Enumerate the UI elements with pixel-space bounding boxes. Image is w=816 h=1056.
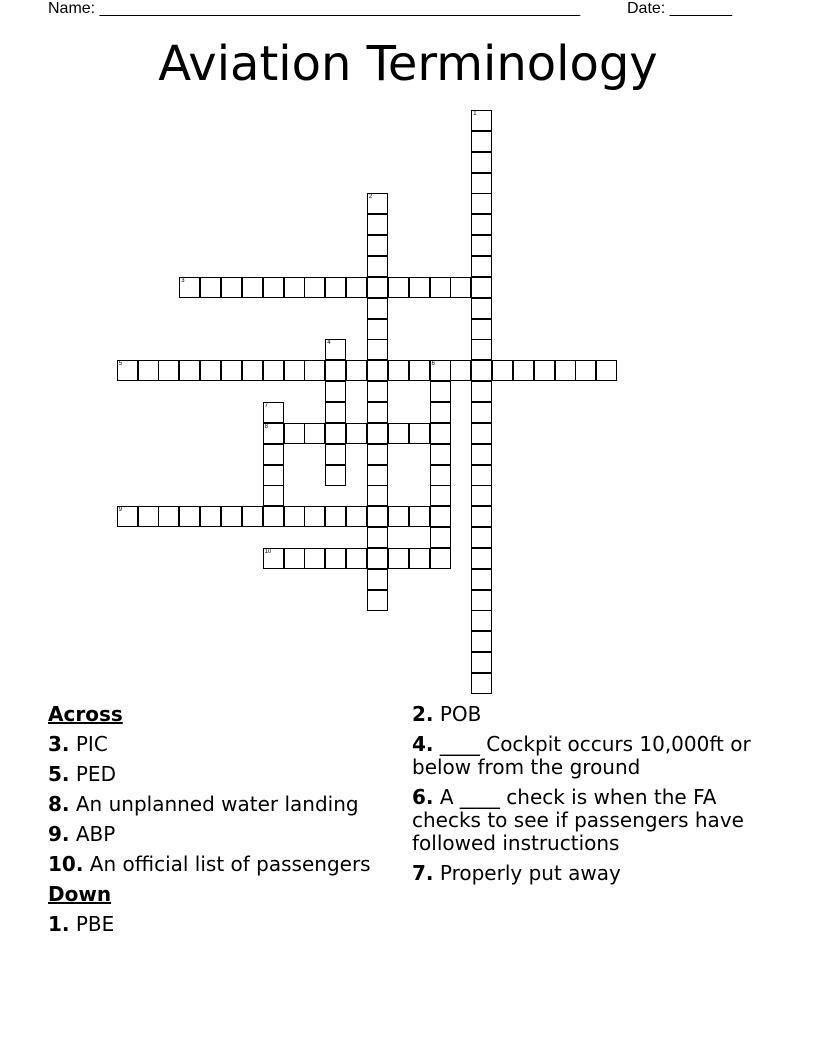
clue-text: ____ Cockpit occurs 10,000ft or below from the ground: [412, 732, 751, 779]
grid-cell[interactable]: [471, 193, 492, 214]
grid-cell[interactable]: [284, 506, 305, 527]
grid-cell[interactable]: [346, 277, 367, 298]
clue-text: POB: [439, 702, 482, 726]
grid-cell[interactable]: [471, 235, 492, 256]
grid-cell[interactable]: [325, 548, 346, 569]
grid-cell[interactable]: [263, 277, 284, 298]
clues-left-column: [48, 703, 403, 943]
grid-cell[interactable]: [430, 381, 451, 402]
grid-cell[interactable]: [409, 277, 430, 298]
grid-cell[interactable]: [471, 548, 492, 569]
cell-number: 3: [181, 277, 185, 284]
grid-cell[interactable]: [596, 360, 617, 381]
grid-cell[interactable]: [367, 235, 388, 256]
grid-cell[interactable]: [430, 423, 451, 444]
grid-cell[interactable]: [471, 652, 492, 673]
grid-cell[interactable]: [471, 673, 492, 694]
grid-cell[interactable]: [367, 339, 388, 360]
cell-number: 2: [368, 194, 373, 201]
grid-cell[interactable]: [221, 506, 242, 527]
cell-number: 7: [264, 402, 268, 409]
grid-cell[interactable]: [430, 402, 451, 423]
grid-cell[interactable]: [471, 590, 492, 611]
down-heading: Down: [48, 882, 112, 906]
grid-cell[interactable]: [346, 548, 367, 569]
grid-cell[interactable]: [471, 256, 492, 277]
grid-cell[interactable]: [471, 339, 492, 360]
grid-cell[interactable]: [471, 173, 492, 194]
grid-cell[interactable]: [513, 360, 534, 381]
grid-cell[interactable]: [430, 360, 451, 381]
grid-cell[interactable]: [471, 423, 492, 444]
grid-cell[interactable]: [471, 214, 492, 235]
grid-cell[interactable]: [221, 277, 242, 298]
grid-cell[interactable]: [388, 423, 409, 444]
grid-cell[interactable]: [471, 360, 492, 381]
clue-number: 10.: [48, 852, 84, 876]
grid-cell[interactable]: [367, 527, 388, 548]
grid-cell[interactable]: [367, 298, 388, 319]
grid-cell[interactable]: [367, 444, 388, 465]
clue-number: 4.: [412, 732, 434, 756]
grid-cell[interactable]: [346, 360, 367, 381]
date-label: Date:: [627, 0, 670, 17]
grid-cell[interactable]: [450, 360, 471, 381]
clue-text: Properly put away: [439, 861, 621, 885]
cell-number: 6: [431, 361, 435, 368]
cell-number: 9: [118, 507, 123, 514]
grid-cell[interactable]: [200, 277, 221, 298]
grid-cell[interactable]: [367, 360, 388, 381]
grid-cell[interactable]: [430, 277, 451, 298]
grid-cell[interactable]: [409, 506, 430, 527]
clue-down-6: [412, 786, 772, 855]
grid-cell[interactable]: [284, 548, 305, 569]
grid-cell[interactable]: [263, 548, 284, 569]
clue-number: 9.: [48, 822, 70, 846]
grid-cell[interactable]: [471, 465, 492, 486]
clues-right-column: [412, 703, 772, 892]
across-heading: Across: [48, 702, 123, 726]
grid-cell[interactable]: [409, 423, 430, 444]
grid-cell[interactable]: [263, 360, 284, 381]
grid-cell[interactable]: [325, 423, 346, 444]
grid-cell[interactable]: [304, 506, 325, 527]
grid-cell[interactable]: [450, 277, 471, 298]
grid-cell[interactable]: [179, 506, 200, 527]
grid-cell[interactable]: [471, 569, 492, 590]
page-title: Aviation Terminology: [158, 36, 658, 92]
grid-cell[interactable]: [471, 277, 492, 298]
grid-cell[interactable]: [430, 506, 451, 527]
grid-cell[interactable]: [367, 402, 388, 423]
grid-cell[interactable]: [242, 506, 263, 527]
grid-cell[interactable]: [388, 506, 409, 527]
grid-cell[interactable]: [471, 298, 492, 319]
clue-across-10: [48, 853, 403, 876]
clue-text: PED: [75, 762, 116, 786]
clue-down-2: [412, 703, 772, 726]
grid-cell[interactable]: [242, 360, 263, 381]
grid-cell[interactable]: [471, 506, 492, 527]
grid-cell[interactable]: [200, 360, 221, 381]
grid-cell[interactable]: [346, 423, 367, 444]
grid-cell[interactable]: [367, 277, 388, 298]
clue-down-1: [48, 913, 403, 936]
clue-text: An unplanned water landing: [75, 792, 359, 816]
grid-cell[interactable]: [325, 339, 346, 360]
grid-cell[interactable]: [263, 423, 284, 444]
grid-cell[interactable]: [284, 277, 305, 298]
grid-cell[interactable]: [325, 381, 346, 402]
grid-cell[interactable]: [367, 319, 388, 340]
grid-cell[interactable]: [325, 465, 346, 486]
clue-down-7: [412, 862, 772, 885]
grid-cell[interactable]: [179, 277, 200, 298]
cell-number: 8: [264, 423, 268, 430]
clue-number: 6.: [412, 785, 434, 809]
grid-cell[interactable]: [304, 360, 325, 381]
grid-cell[interactable]: [263, 485, 284, 506]
grid-cell[interactable]: [263, 444, 284, 465]
grid-cell[interactable]: [471, 444, 492, 465]
grid-cell[interactable]: [388, 360, 409, 381]
grid-cell[interactable]: [367, 569, 388, 590]
clue-across-5: [48, 763, 403, 786]
grid-cell[interactable]: [200, 506, 221, 527]
clue-text: A ____ check is when the FA checks to see if passengers have followed instructions: [412, 785, 744, 855]
name-label: Name:: [48, 0, 100, 17]
clue-number: 5.: [48, 762, 70, 786]
grid-cell[interactable]: [471, 152, 492, 173]
grid-cell[interactable]: [471, 631, 492, 652]
clue-number: 3.: [48, 732, 70, 756]
grid-cell[interactable]: [367, 590, 388, 611]
grid-cell[interactable]: [430, 444, 451, 465]
cell-number: 4: [327, 340, 331, 347]
clue-text: PBE: [75, 912, 115, 936]
grid-cell[interactable]: [346, 506, 367, 527]
grid-cell[interactable]: [325, 402, 346, 423]
grid-cell[interactable]: [388, 277, 409, 298]
grid-cell[interactable]: [284, 360, 305, 381]
grid-cell[interactable]: [471, 527, 492, 548]
clue-number: 8.: [48, 792, 70, 816]
grid-cell[interactable]: [263, 465, 284, 486]
grid-cell[interactable]: [367, 214, 388, 235]
clue-text: An official list of passengers: [89, 852, 371, 876]
grid-cell[interactable]: [409, 548, 430, 569]
grid-cell[interactable]: [263, 402, 284, 423]
grid-cell[interactable]: [221, 360, 242, 381]
grid-cell[interactable]: [117, 360, 138, 381]
name-blank[interactable]: ______________________________________________________: [99, 0, 581, 17]
grid-cell[interactable]: [367, 423, 388, 444]
grid-cell[interactable]: [471, 110, 492, 131]
grid-cell[interactable]: [471, 131, 492, 152]
grid-cell[interactable]: [367, 548, 388, 569]
grid-cell[interactable]: [471, 381, 492, 402]
grid-cell[interactable]: [471, 402, 492, 423]
grid-cell[interactable]: [575, 360, 596, 381]
grid-cell[interactable]: [430, 548, 451, 569]
grid-cell[interactable]: [325, 360, 346, 381]
grid-cell[interactable]: [471, 319, 492, 340]
clue-down-4: [412, 733, 772, 779]
grid-cell[interactable]: [409, 360, 430, 381]
grid-cell[interactable]: [242, 277, 263, 298]
grid-cell[interactable]: [471, 485, 492, 506]
clue-text: ABP: [75, 822, 116, 846]
grid-cell[interactable]: [555, 360, 576, 381]
grid-cell[interactable]: [138, 506, 159, 527]
grid-cell[interactable]: [158, 506, 179, 527]
grid-cell[interactable]: [367, 485, 388, 506]
clue-text: PIC: [75, 732, 108, 756]
grid-cell[interactable]: [492, 360, 513, 381]
grid-cell[interactable]: [158, 360, 179, 381]
grid-cell[interactable]: [367, 381, 388, 402]
clue-number: 2.: [412, 702, 434, 726]
grid-cell[interactable]: [325, 444, 346, 465]
grid-cell[interactable]: [367, 465, 388, 486]
grid-cell[interactable]: [138, 360, 159, 381]
grid-cell[interactable]: [284, 423, 305, 444]
grid-cell[interactable]: [430, 527, 451, 548]
clue-number: 7.: [412, 861, 434, 885]
grid-cell[interactable]: [263, 506, 284, 527]
clue-across-9: [48, 823, 403, 846]
clue-across-3: [48, 733, 403, 756]
grid-cell[interactable]: [325, 506, 346, 527]
grid-cell[interactable]: [117, 506, 138, 527]
clue-number: 1.: [48, 912, 70, 936]
clue-across-8: [48, 793, 403, 816]
grid-cell[interactable]: [304, 548, 325, 569]
grid-cell[interactable]: [430, 465, 451, 486]
cell-number: 10: [264, 548, 272, 555]
grid-cell[interactable]: [367, 256, 388, 277]
date-blank[interactable]: _______: [669, 0, 732, 17]
grid-cell[interactable]: [534, 360, 555, 381]
grid-cell[interactable]: [325, 277, 346, 298]
grid-cell[interactable]: [367, 506, 388, 527]
grid-cell[interactable]: [388, 548, 409, 569]
grid-cell[interactable]: [367, 193, 388, 214]
cell-number: 1: [473, 111, 477, 117]
grid-cell[interactable]: [471, 610, 492, 631]
cell-number: 5: [118, 361, 123, 368]
grid-cell[interactable]: [304, 423, 325, 444]
grid-cell[interactable]: [430, 485, 451, 506]
grid-cell[interactable]: [179, 360, 200, 381]
grid-cell[interactable]: [304, 277, 325, 298]
